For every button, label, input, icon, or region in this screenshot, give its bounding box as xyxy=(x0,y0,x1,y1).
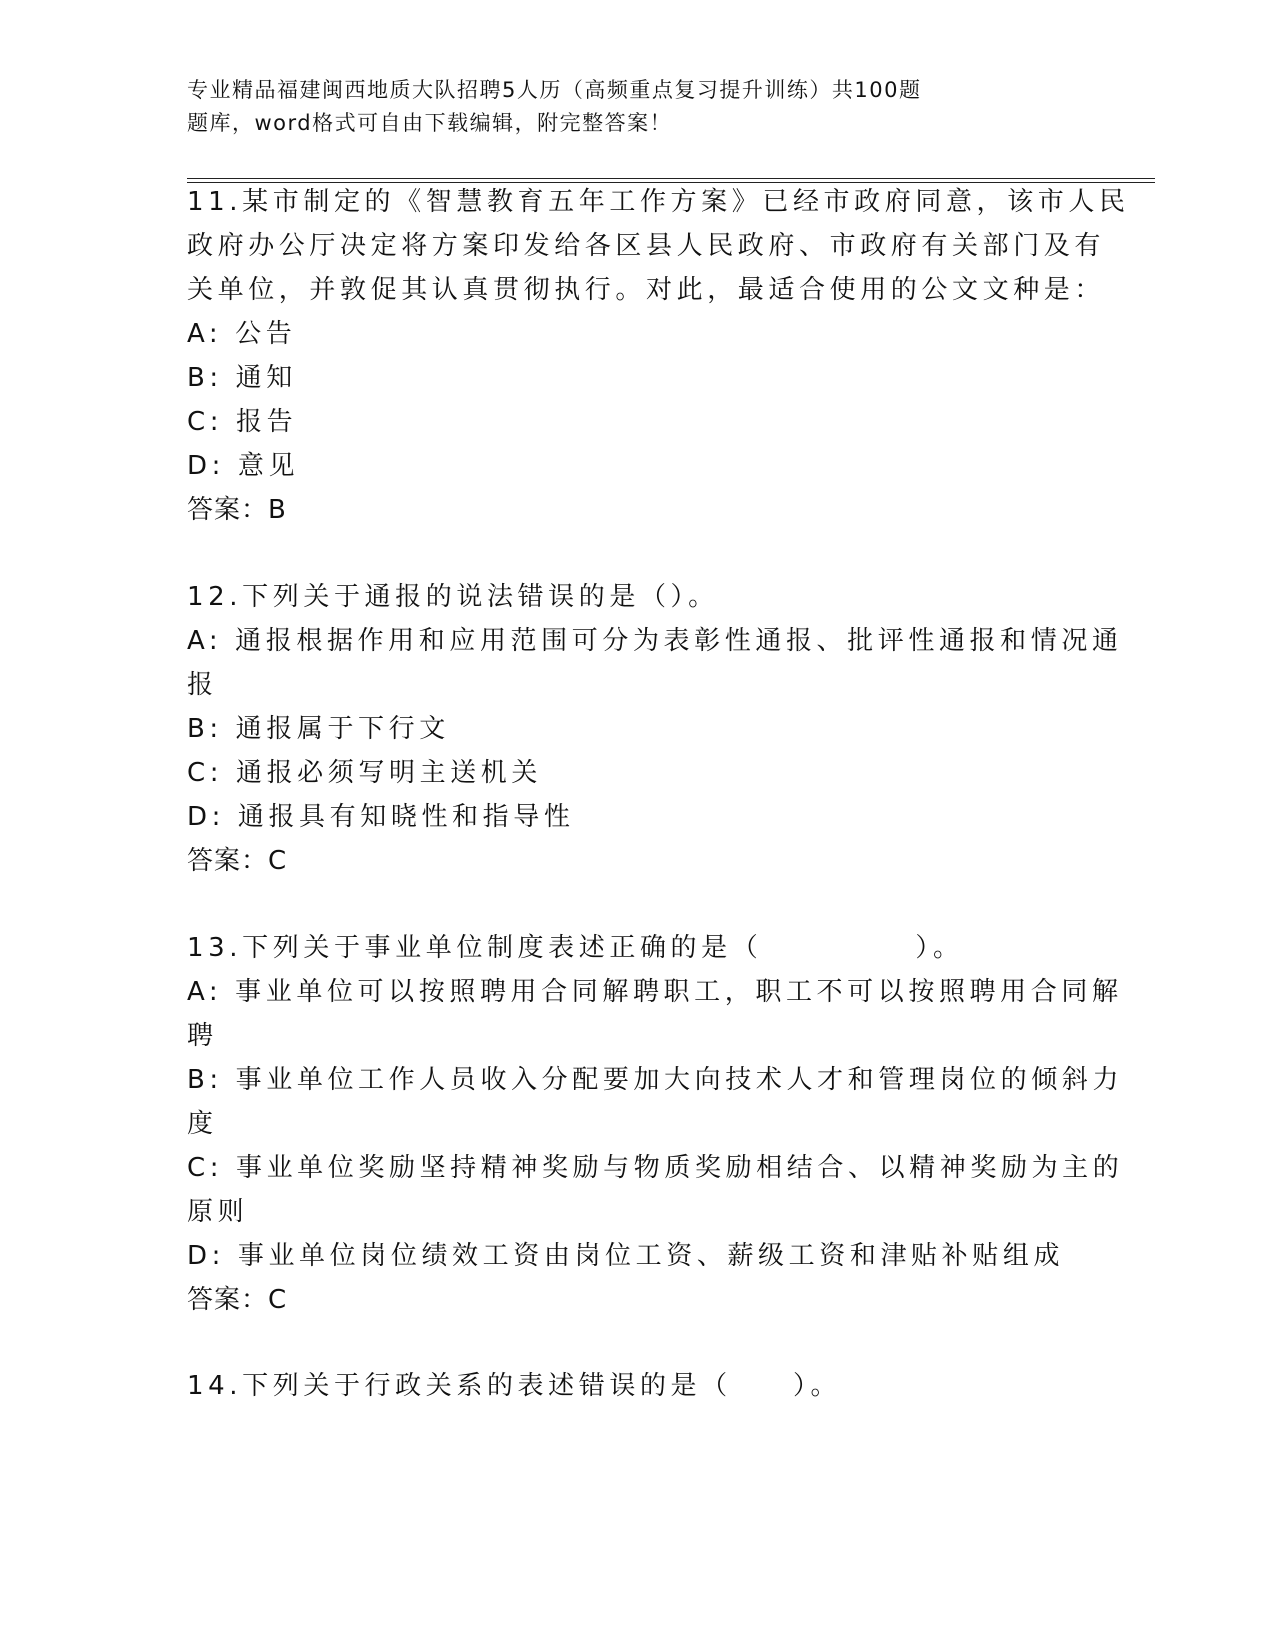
question-13-answer: 答案：C xyxy=(187,1285,288,1315)
question-14-text: 14.下列关于行政关系的表述错误的是（ ）。 xyxy=(187,1371,842,1401)
document-header xyxy=(187,74,1067,140)
header-divider-bottom xyxy=(187,182,1155,183)
question-11-text-line-3: 关单位，并敦促其认真贯彻执行。对此，最适合使用的公文文种是： xyxy=(187,275,1106,305)
question-12-option-a-cont: 报 xyxy=(187,670,218,700)
question-13-option-d: D: 事业单位岗位绩效工资由岗位工资、薪级工资和津贴补贴组成 xyxy=(187,1241,1065,1271)
header-divider-top xyxy=(187,178,1155,179)
question-11-option-a: A: 公告 xyxy=(187,319,297,349)
question-11-option-d: D: 意见 xyxy=(187,451,300,481)
question-12-text: 12.下列关于通报的说法错误的是（）。 xyxy=(187,582,719,612)
question-11-answer: 答案：B xyxy=(187,495,287,525)
question-13-option-c-cont: 原则 xyxy=(187,1197,249,1227)
question-11-text-line-2: 政府办公厅决定将方案印发给各区县人民政府、市政府有关部门及有 xyxy=(187,231,1106,261)
question-13-option-a: A: 事业单位可以按照聘用合同解聘职工，职工不可以按照聘用合同解 xyxy=(187,977,1123,1007)
question-11-text-line-1: 11.某市制定的《智慧教育五年工作方案》已经市政府同意，该市人民 xyxy=(187,187,1130,217)
question-13-option-b-cont: 度 xyxy=(187,1109,218,1139)
question-12-option-d: D: 通报具有知晓性和指导性 xyxy=(187,802,575,832)
question-12-option-a: A: 通报根据作用和应用范围可分为表彰性通报、批评性通报和情况通 xyxy=(187,626,1123,656)
question-13-option-a-cont: 聘 xyxy=(187,1021,218,1051)
question-13-text: 13.下列关于事业单位制度表述正确的是（ ）。 xyxy=(187,933,964,963)
question-13-option-c: C: 事业单位奖励坚持精神奖励与物质奖励相结合、以精神奖励为主的 xyxy=(187,1153,1124,1183)
header-line-1: 专业精品福建闽西地质大队招聘5人历（高频重点复习提升训练）共100题 xyxy=(187,78,922,102)
question-12-option-c: C: 通报必须写明主送机关 xyxy=(187,758,542,788)
question-11-option-c: C: 报告 xyxy=(187,407,298,437)
header-line-2: 题库，word格式可自由下载编辑，附完整答案！ xyxy=(187,111,673,135)
question-12-option-b: B: 通报属于下行文 xyxy=(187,714,450,744)
question-11-option-b: B: 通知 xyxy=(187,363,297,393)
question-13-option-b: B: 事业单位工作人员收入分配要加大向技术人才和管理岗位的倾斜力 xyxy=(187,1065,1124,1095)
question-12-answer: 答案：C xyxy=(187,846,288,876)
